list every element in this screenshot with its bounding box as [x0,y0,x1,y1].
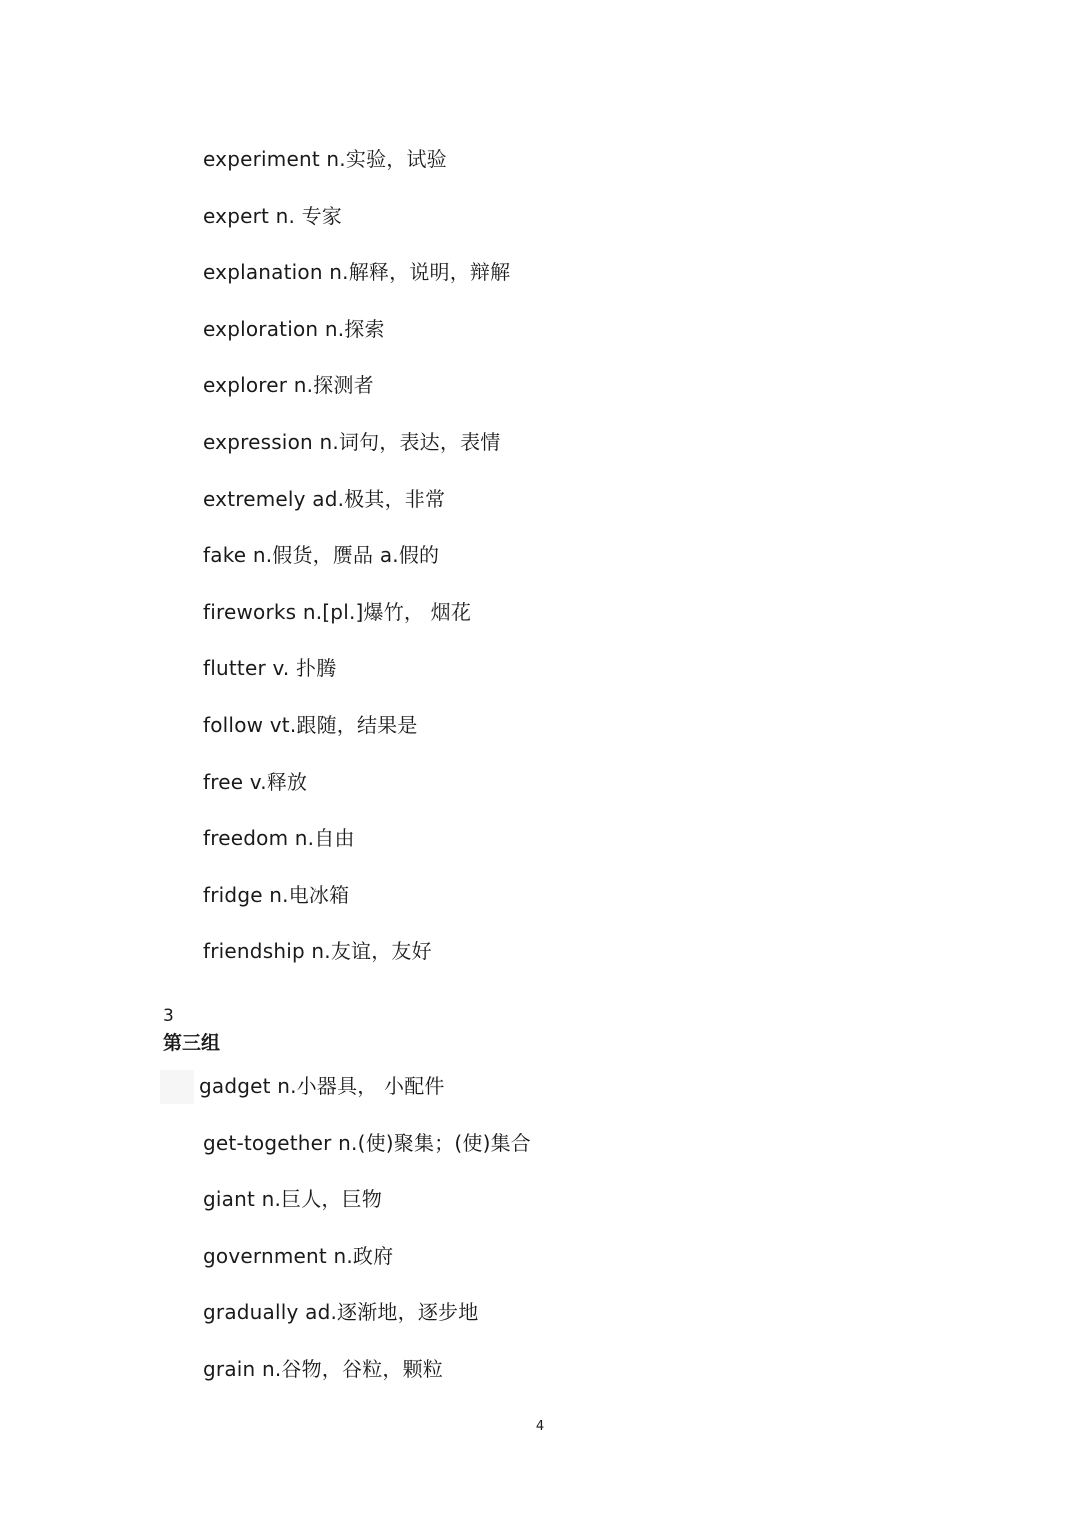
page-number: 4 [535,1419,545,1434]
vocab-entry: extremely ad.极其，非常 [203,486,446,511]
vocab-entry: free v.释放 [203,769,308,794]
vocab-entry: follow vt.跟随，结果是 [203,712,418,737]
vocab-entry: flutter v. 扑腾 [203,656,337,681]
scan-shade [160,1070,194,1104]
vocab-entry: gadget n.小器具， 小配件 [199,1074,445,1098]
vocab-entry: get-together n.(使)聚集；(使)集合 [203,1130,531,1155]
section-number: 3 [163,1006,174,1026]
vocab-list-group-2 [203,147,510,996]
vocab-entry: experiment n.实验，试验 [203,147,447,171]
vocab-entry: giant n.巨人，巨物 [203,1187,383,1212]
vocab-entry: fridge n.电冰箱 [203,882,350,907]
vocab-entry: government n.政府 [203,1243,394,1268]
vocab-entry: expert n. 专家 [203,203,343,228]
vocab-entry: expression n.词句，表达，表情 [203,429,501,454]
section-title: 第三组 [163,1032,221,1054]
vocab-entry: fake n.假货，赝品 a.假的 [203,543,440,568]
vocab-entry: grain n.谷物，谷粒，颗粒 [203,1356,443,1381]
vocab-list-group-3 [199,1074,531,1414]
vocab-entry: fireworks n.[pl.]爆竹， 烟花 [203,599,472,624]
vocab-entry: explanation n.解释，说明，辩解 [203,260,511,285]
vocab-entry: exploration n.探索 [203,316,385,341]
vocab-entry: friendship n.友谊，友好 [203,939,432,964]
vocab-entry: explorer n.探测者 [203,373,374,398]
vocab-entry: freedom n.自由 [203,826,355,851]
vocab-entry: gradually ad.逐渐地，逐步地 [203,1300,479,1325]
